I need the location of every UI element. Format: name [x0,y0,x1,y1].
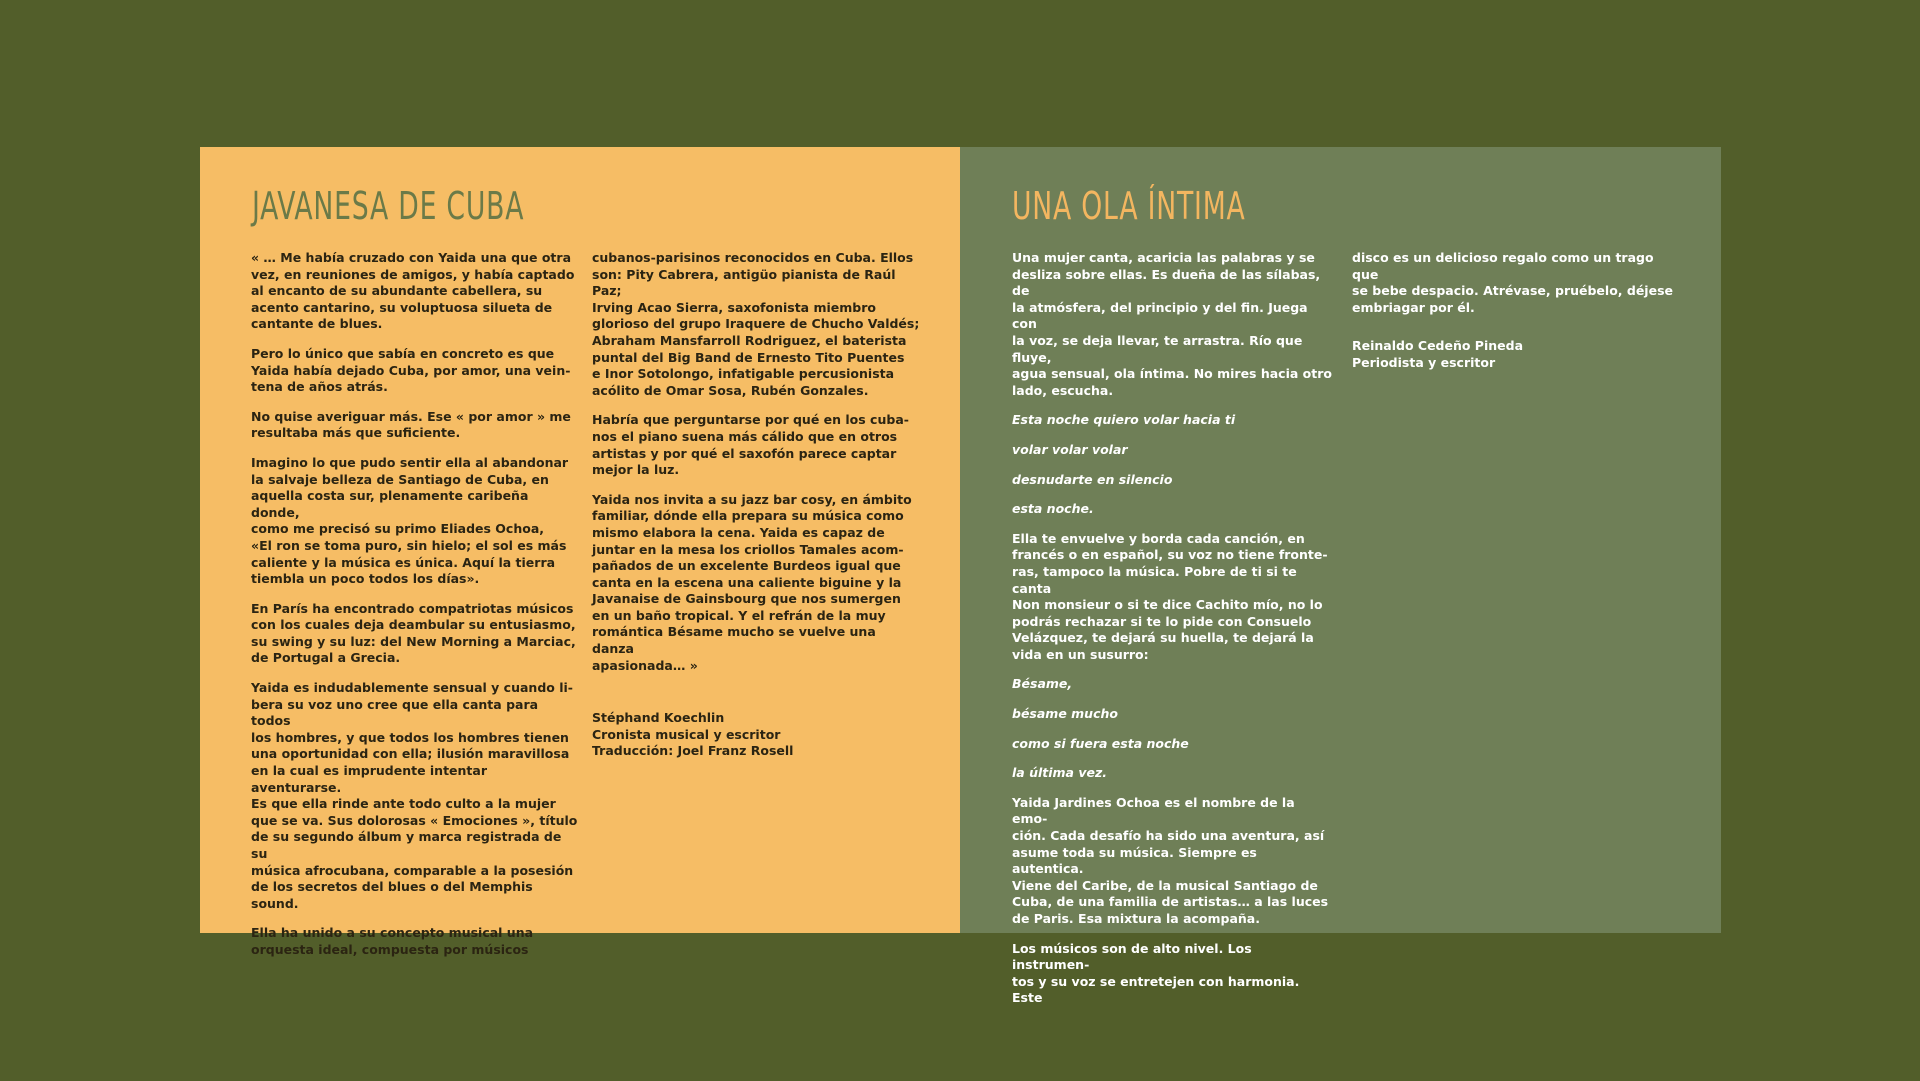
right-panel [960,147,1721,1006]
verse-line: esta noche. [1012,501,1094,517]
right-signature [1352,338,1682,371]
left-signature [592,710,922,760]
verse-line: la última vez. [1012,765,1107,781]
right-column-1 [1012,250,1332,1020]
verse-line: Esta noche quiero volar hacia ti [1012,412,1236,428]
right-column-2 [1352,250,1682,372]
paragraph: Yaida nos invita a su jazz bar cosy, en ámbito familiar, dónde ella prepara su música como mismo elabora la cena. Yaida es capaz de juntar en la mesa los criollos Tamales acom- pañados de un excelente Burdeos igual que canta en la escena una caliente biguine y la Javanaise de Gainsbourg que nos sumergen en un baño tropical. Y el refrán de la muy romántica Bésame mucho se vuelve una danza apasionada… » [592,491,912,673]
booklet-spread [200,147,1721,1006]
paragraph: Ella te envuelve y borda cada canción, en francés o en español, su voz no tiene fronte- ras, tampoco la música. Pobre de ti si te canta Non monsieur o si te dice Cachito mío, no lo podrás rechazar si te lo pide con Consuelo Velázquez, te dejará su huella, te dejará la vida en un susurro: [1012,530,1328,662]
verse-line: desnudarte en silencio [1012,471,1173,487]
paragraph: disco es un delicioso regalo como un trago que se bebe despacio. Atrévase, pruébelo, déjese embriagar por él. [1352,250,1673,315]
author-name: Reinaldo Cedeño Pineda [1352,338,1524,354]
translator-credit: Traducción: Joel Franz Rosell [592,743,794,759]
verse-line: volar volar volar [1012,441,1128,457]
paragraph: Una mujer canta, acaricia las palabras y se desliza sobre ellas. Es dueña de las sílabas, de la atmósfera, del principio y del fin. Juega con la voz, se deja llevar, te arrastra. Río que fluye, agua sensual, ola íntima. No mires hacia otro lado, escucha. [1012,250,1332,398]
left-column-1 [251,250,581,972]
paragraph: Habría que perguntarse por qué en los cuba- nos el piano suena más cálido que en otros artistas y por qué el saxofón parece captar mejor la luz. [592,412,909,478]
paragraph: No quise averiguar más. Ese « por amor » me resultaba más que suficiente. [251,408,571,441]
paragraph: cubanos-parisinos reconocidos en Cuba. Ellos son: Pity Cabrera, antigüo pianista de Raúl Paz; Irving Acao Sierra, saxofonista miembro glorioso del grupo Iraquere de Chucho Valdés; Abraham Mansfarroll Rodriguez, el baterista puntal del Big Band de Ernesto Tito Puentes e Inor Sotolongo, infatigable percusionista acólito de Omar Sosa, Rubén Gonzales. [592,250,920,398]
author-name: Stéphand Koechlin [592,710,725,726]
paragraph: Ella ha unido a su concepto musical una orquesta ideal, compuesta por músicos [251,925,534,957]
paragraph: Yaida Jardines Ochoa es el nombre de la emo- ción. Cada desafío ha sido una aventura, así asume toda su música. Siempre es autentica. Viene del Caribe, de la musical Santiago de Cuba, de una familia de artistas… a las luces de Paris. Esa mixtura la acompaña. [1012,794,1329,926]
left-title: JAVANESA DE CUBA [252,184,525,228]
left-panel [200,147,960,957]
left-column-2 [592,250,922,760]
author-role: Periodista y escritor [1352,354,1496,370]
paragraph: En París ha encontrado compatriotas músicos con los cuales deja deambular su entusiasmo, su swing y su luz: del New Morning a Marciac, de Portugal a Grecia. [251,600,576,666]
paragraph: Imagino lo que pudo sentir ella al abandonar la salvaje belleza de Santiago de Cuba, en aquella costa sur, plenamente caribeña donde, como me precisó su primo Eliades Ochoa, «El ron se toma puro, sin hielo; el sol es más caliente y la música es única. Aquí la tierra tiembla un poco todos los días». [251,454,569,587]
paragraph: Pero lo único que sabía en concreto es que Yaida había dejado Cuba, por amor, una vein- tena de años atrás. [251,345,571,395]
verse-line: Bésame, [1012,676,1073,692]
verse-line: como si fuera esta noche [1012,735,1189,751]
paragraph: « … Me había cruzado con Yaida una que otra vez, en reuniones de amigos, y había captado al encanto de su abundante cabellera, su acento cantarino, su voluptuosa silueta de cantante de blues. [251,250,575,332]
right-title: UNA OLA ÍNTIMA [1012,184,1246,228]
paragraph: Los músicos son de alto nivel. Los instrumen- tos y su voz se entretejen con harmonia. Este [1012,940,1300,1006]
verse-line: bésame mucho [1012,706,1118,722]
author-role: Cronista musical y escritor [592,726,781,742]
paragraph: Yaida es indudablemente sensual y cuando li- bera su voz uno cree que ella canta para todos los hombres, y que todos los hombres tienen una oportunidad con ella; ilusión maravillosa en la cual es imprudente intentar aventurarse. Es que ella rinde ante todo culto a la mujer que se va. Sus dolorosas « Emociones », título de su segundo álbum y marca registrada de su música afrocubana, comparable a la posesión de los secretos del blues o del Memphis sound. [251,680,578,911]
